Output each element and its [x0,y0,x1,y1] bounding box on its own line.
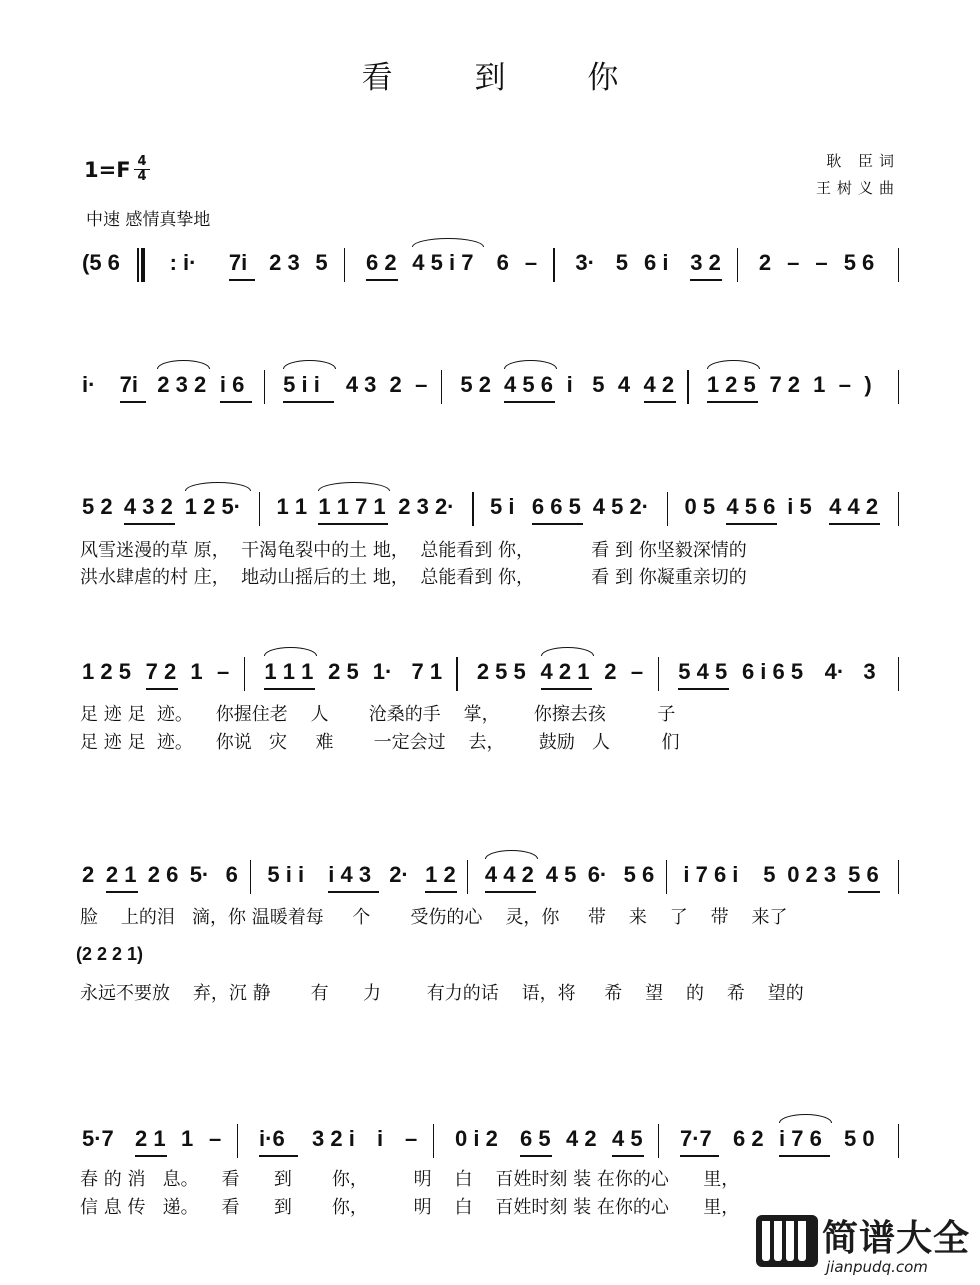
tempo-marking: 中速 感情真挚地 [86,210,211,230]
note-group: 1 [813,372,826,397]
note-group: 5 [615,250,628,275]
note-group: 5 6 [623,862,655,887]
note-group: 6 6 5 [531,494,581,519]
note-group: 4 2 [643,372,675,397]
note-group: 4 5 i 7 [412,250,474,275]
note-group: 0 5 [684,494,716,519]
beam-line [106,891,138,893]
beam-line [229,279,255,281]
bar-line [666,860,667,894]
note-group: i 7 6 i [683,862,739,887]
bar-line [898,248,899,282]
note-group: 4 5 2· [592,494,650,519]
note-group: 3 [863,659,876,684]
note-group: ) [864,372,872,397]
notation-row [0,370,980,404]
note-group: 5 2 [460,372,491,397]
note-group: 7·7 [680,1126,712,1151]
lyricist-credit: 耿 臣词 [826,152,900,170]
watermark-url: jianpudq.com [826,1258,928,1276]
note-group: 2 1 [105,862,137,887]
note-group: 4 5 [612,1126,643,1151]
note-group: 4 5 6 [504,372,553,397]
meter-denominator: 4 [137,169,147,184]
bar-line [433,1124,434,1158]
slur-mark [707,360,760,369]
note-group: 6 [496,250,509,275]
bar-line [441,370,442,404]
note-group: 5 0 [844,1126,875,1151]
beam-line [425,891,457,893]
note-group: 0 2 3 [787,862,837,887]
note-group: 4 2 1 [540,659,590,684]
note-group: 2 3 2 [157,372,207,397]
note-group: 3· [575,250,595,275]
beam-line [848,891,880,893]
beam-line [690,279,722,281]
note-group: 2 3 [269,250,300,275]
note-group: 4 5 6 [726,494,776,519]
note-group: – [415,372,428,397]
beam-line [259,1155,298,1157]
notation-row [0,860,980,894]
song-title: 看 到 你 [361,60,655,96]
note-group: 0 i 2 [455,1126,498,1151]
beam-line [328,891,379,893]
note-group: 4· [824,659,845,684]
note-group: 2 6 [147,862,179,887]
note-group: 7 2 [145,659,177,684]
note-group: (5 6 [82,250,120,275]
bar-line [658,657,659,691]
lyric-line: 足 迹 足 迹。 你说 灾 难 一定会过 去， 鼓励 人 们 [80,732,680,753]
note-group: 5 [315,250,328,275]
note-group: 7 2 [769,372,801,397]
note-group: 1 2 5 [82,659,131,684]
beam-line [680,1155,719,1157]
note-group: 4 4 2 [484,862,534,887]
note-group: 6 2 [733,1126,764,1151]
note-group: 4 5 [545,862,577,887]
note-group: 2 5 [328,659,359,684]
note-group: 1 [181,1126,194,1151]
beam-line [707,401,758,403]
slur-mark [779,1114,832,1123]
note-group: – [217,659,230,684]
beam-line [283,401,334,403]
meter-numerator: 4 [134,155,150,170]
note-group: 5 i [490,494,515,519]
note-group: 4 4 2 [829,494,879,519]
slur-mark [185,482,251,491]
note-group: 5 6 [843,250,875,275]
note-group: 2 [604,659,617,684]
bar-line [553,248,554,282]
note-group: 5· [189,862,210,887]
note-group: – [630,659,644,684]
notation-row [0,492,980,526]
note-group: i [377,1126,384,1151]
beam-line [779,1155,830,1157]
note-group: 6 i 6 5 [741,659,804,684]
note-group: : i· [169,250,197,275]
note-group: 2 [758,250,772,275]
note-group: 7 1 [411,659,443,684]
lyric-line: 脸 上的泪 滴，你 温暖着每 个 受伤的心 灵，你 带 来 了 带 来了 [80,907,788,928]
note-group: 1 1 [276,494,308,519]
slur-mark [504,360,557,369]
bar-line [667,492,668,526]
note-group: 1 2 5 [706,372,756,397]
beam-line [541,688,592,690]
beam-line [146,688,178,690]
slur-mark [318,482,390,491]
note-group: 3 2 [690,250,721,275]
note-group: 3 2 i [312,1126,355,1151]
note-group: i 4 3 [328,862,372,887]
note-group: 5·7 [82,1126,114,1151]
time-signature [134,155,150,184]
note-group: – [815,250,828,275]
note-group: 5 i i [283,372,320,397]
bar-line [472,492,473,526]
beam-line [318,523,388,525]
beam-line [220,401,252,403]
note-group: 1 1 7 1 [318,494,386,519]
note-group: 5 [763,862,776,887]
bar-line [898,860,899,894]
key-signature: 1=F [84,158,131,182]
bar-line [456,657,457,691]
note-group: 2 [389,372,402,397]
note-group: 5 6 [848,862,879,887]
bar-line [237,1124,238,1158]
note-group: 4 [617,372,631,397]
note-group: 2 5 5 [476,659,526,684]
note-group: 5 [592,372,605,397]
note-group: 7i [228,250,248,275]
slur-mark [541,647,594,656]
bar-line [898,492,899,526]
beam-line [366,279,398,281]
note-group: – [524,250,538,275]
note-group: 2 [82,862,95,887]
note-group: 2 3 2· [398,494,455,519]
note-group: 4 3 2 [123,494,173,519]
bar-line [687,370,688,404]
lyric-line: 足 迹 足 迹。 你握住老 人 沧桑的手 掌， 你擦去孩 子 [80,704,676,725]
slur-mark [412,238,484,247]
note-group: 4 2 [566,1126,597,1151]
note-group: 6 [225,862,238,887]
note-group: 1 1 1 [264,659,314,684]
lyric-line: 永远不要放 弃，沉 静 有 力 有力的话 语，将 希 望 的 希 望的 [80,983,804,1004]
watermark-name: 简谱大全 [822,1218,971,1259]
slur-mark [485,850,538,859]
lyric-line: 洪水肆虐的村 庄， 地动山摇后的土 地， 总能看到 你， 看 到 你凝重亲切的 [80,567,747,588]
beam-line [726,523,777,525]
note-group: i 5 [787,494,812,519]
beam-line [532,523,583,525]
bar-line [344,248,345,282]
beam-line [644,401,676,403]
composer-credit: 王树义曲 [815,179,900,197]
bar-line [467,860,468,894]
beam-line [485,891,536,893]
note-group: i 6 [219,372,245,397]
piano-logo-icon [756,1215,818,1267]
note-group: 6 5 [520,1126,551,1151]
note-group: – [209,1126,222,1151]
bar-line [250,860,251,894]
note-group: 5 4 5 [678,659,728,684]
slur-mark [157,360,210,369]
beam-line [120,401,146,403]
notation-row [0,1124,980,1158]
note-group: i· [82,372,96,397]
note-group: – [838,372,851,397]
note-group: 6 i [644,250,669,275]
note-group: – [405,1126,418,1151]
note-group: 2 1 [135,1126,166,1151]
note-group: 4 3 [345,372,377,397]
beam-line [135,1155,167,1157]
note-group: i 7 6 [779,1126,822,1151]
beam-line [520,1155,552,1157]
bar-line [658,1124,659,1158]
alt-notes: (2 2 2 1) [76,944,144,964]
note-group: 6· [587,862,608,887]
bar-line [141,248,145,282]
bar-line [137,248,138,282]
note-group: i [566,372,573,397]
notation-row [0,248,980,282]
bar-line [898,1124,899,1158]
note-group: 7i [119,372,138,397]
beam-line [264,688,315,690]
note-group: 5 2 [82,494,113,519]
bar-line [898,370,899,404]
bar-line [737,248,738,282]
lyric-line: 风雪迷漫的草 原， 干渴龟裂中的土 地， 总能看到 你， 看 到 你坚毅深情的 [80,540,747,561]
lyric-line: 春 的 消 息。 看 到 你， 明 白 百姓时刻 装 在你的心 里， [80,1169,740,1190]
lyric-line: 信 息 传 递。 看 到 你， 明 白 百姓时刻 装 在你的心 里， [80,1197,740,1218]
beam-line [124,523,175,525]
slur-mark [283,360,336,369]
bar-line [244,657,245,691]
bar-line [264,370,265,404]
note-group: 2· [389,862,409,887]
bar-line [259,492,260,526]
beam-line [504,401,555,403]
note-group: i·6 [259,1126,285,1151]
notation-row [0,657,980,691]
note-group: – [787,250,800,275]
note-group: 6 2 [366,250,397,275]
beam-line [612,1155,644,1157]
bar-line [898,657,899,691]
note-group: 1 [190,659,203,684]
note-group: 1 2 5· [184,494,242,519]
note-group: 1· [372,659,393,684]
note-group: 5 i i [267,862,305,887]
note-group: 1 2 [425,862,456,887]
slur-mark [264,647,317,656]
beam-line [678,688,729,690]
beam-line [829,523,880,525]
